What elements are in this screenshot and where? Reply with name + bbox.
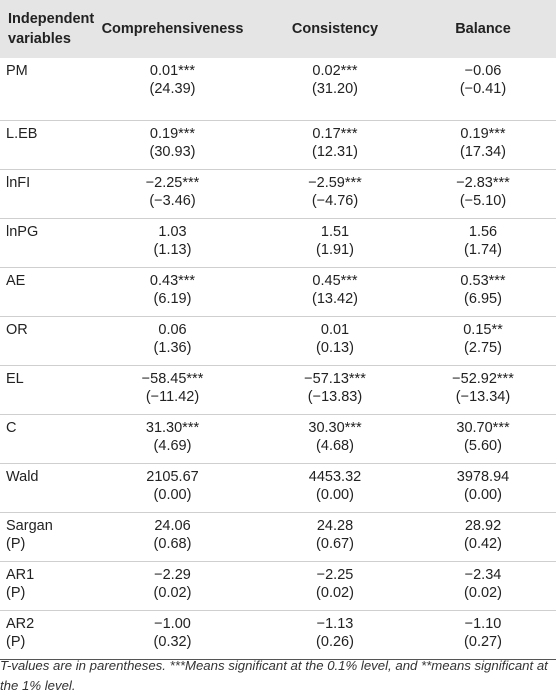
t-value: (−0.41) [459, 81, 507, 97]
coefficient: −2.29 [154, 567, 191, 583]
coefficient: 0.53*** [460, 273, 506, 289]
t-value: (0.00) [464, 487, 502, 503]
t-value: (4.68) [316, 438, 354, 454]
value-cell [410, 562, 556, 611]
table-row [0, 366, 556, 415]
t-value: (0.00) [316, 487, 354, 503]
value-cell [85, 513, 260, 562]
t-value: (5.60) [464, 438, 502, 454]
coefficient: −1.10 [464, 616, 502, 632]
coefficient: −58.45*** [141, 371, 204, 387]
t-value: (0.00) [153, 487, 192, 503]
table-row [0, 415, 556, 464]
coefficient: 0.01 [320, 322, 350, 338]
value-cell [410, 121, 556, 170]
t-value: (0.32) [153, 634, 192, 650]
header-balance: Balance [410, 0, 556, 58]
row-variable [0, 464, 85, 513]
variable-subtitle: (P) [6, 634, 26, 650]
value-cell [85, 464, 260, 513]
variable-name: L.EB [6, 126, 38, 142]
t-value: (31.20) [312, 81, 358, 97]
coefficient: −0.06 [464, 63, 502, 79]
table-body [0, 58, 556, 660]
variable-name: PM [6, 63, 28, 79]
coefficient: −52.92*** [452, 371, 514, 387]
t-value: (−5.10) [459, 193, 507, 209]
value-cell [410, 415, 556, 464]
t-value: (24.39) [149, 81, 196, 97]
t-value: (17.34) [460, 144, 506, 160]
coefficient: 0.01*** [149, 63, 196, 79]
coefficient: 24.06 [154, 518, 191, 534]
t-value: (12.31) [312, 144, 358, 160]
header-comprehensiveness: Comprehensiveness [85, 0, 260, 58]
table-row [0, 611, 556, 660]
variable-name: lnFI [6, 175, 31, 191]
coefficient: 4453.32 [308, 469, 362, 485]
coefficient: 30.70*** [456, 420, 510, 436]
t-value: (−13.34) [455, 389, 511, 405]
table-row [0, 562, 556, 611]
coefficient: 3978.94 [456, 469, 510, 485]
value-cell [410, 366, 556, 415]
t-value: (−4.76) [311, 193, 359, 209]
row-variable [0, 170, 85, 219]
coefficient: 0.19*** [460, 126, 506, 142]
variable-name: EL [6, 371, 24, 387]
t-value: (0.02) [153, 585, 192, 601]
table-header-row [0, 0, 556, 58]
row-variable [0, 317, 85, 366]
coefficient: 31.30*** [145, 420, 200, 436]
row-variable [0, 513, 85, 562]
value-cell [410, 219, 556, 268]
value-cell [410, 513, 556, 562]
t-value: (−3.46) [149, 193, 196, 209]
t-value: (0.13) [316, 340, 354, 356]
coefficient: −2.25 [316, 567, 354, 583]
value-cell [260, 513, 410, 562]
t-value: (−11.42) [145, 389, 200, 405]
variable-name: OR [6, 322, 28, 338]
t-value: (1.13) [153, 242, 192, 258]
header-consistency: Consistency [260, 0, 410, 58]
value-cell [85, 415, 260, 464]
header-independent-variables: Independent variables [0, 0, 85, 58]
value-cell [85, 317, 260, 366]
value-cell [260, 464, 410, 513]
t-value: (0.02) [464, 585, 502, 601]
value-cell [410, 170, 556, 219]
value-cell [260, 366, 410, 415]
t-value: (6.19) [153, 291, 192, 307]
value-cell [85, 562, 260, 611]
value-cell [260, 219, 410, 268]
value-cell [260, 170, 410, 219]
coefficient: 2105.67 [146, 469, 199, 485]
row-variable [0, 366, 85, 415]
value-cell [85, 219, 260, 268]
coefficient: −2.25*** [145, 175, 200, 191]
t-value: (30.93) [149, 144, 196, 160]
t-value: (1.74) [464, 242, 502, 258]
coefficient: −2.34 [464, 567, 502, 583]
value-cell [410, 464, 556, 513]
variable-name: AR1 [6, 567, 35, 583]
t-value: (0.02) [316, 585, 354, 601]
coefficient: 1.56 [468, 224, 498, 240]
coefficient: −2.59*** [308, 175, 362, 191]
coefficient: 0.45*** [312, 273, 358, 289]
value-cell [260, 415, 410, 464]
t-value: (−13.83) [307, 389, 363, 405]
value-cell [260, 611, 410, 660]
value-cell [85, 58, 260, 121]
value-cell [85, 366, 260, 415]
t-value: (0.26) [316, 634, 354, 650]
row-variable [0, 562, 85, 611]
table-row [0, 464, 556, 513]
t-value: (1.91) [316, 242, 354, 258]
value-cell [410, 268, 556, 317]
coefficient: 24.28 [316, 518, 354, 534]
coefficient: −1.13 [316, 616, 354, 632]
coefficient: 1.51 [320, 224, 350, 240]
table-row [0, 219, 556, 268]
coefficient: 0.43*** [149, 273, 196, 289]
table-footnote: T-values are in parentheses. ***Means significant at the 0.1% level, and **means significant at the 1% level. [0, 658, 548, 693]
t-value: (2.75) [464, 340, 502, 356]
variable-name: Wald [6, 469, 39, 485]
table-row [0, 513, 556, 562]
table-row [0, 58, 556, 121]
t-value: (0.67) [316, 536, 354, 552]
coefficient: −57.13*** [304, 371, 366, 387]
value-cell [410, 611, 556, 660]
coefficient: 0.15** [463, 322, 503, 338]
variable-name: Sargan [6, 518, 53, 534]
coefficient: 1.03 [158, 224, 187, 240]
value-cell [260, 121, 410, 170]
coefficient: 0.19*** [149, 126, 196, 142]
variable-name: AE [6, 273, 26, 289]
row-variable [0, 58, 85, 121]
value-cell [260, 268, 410, 317]
value-cell [410, 58, 556, 121]
table-row [0, 170, 556, 219]
variable-name: lnPG [6, 224, 39, 240]
value-cell [85, 170, 260, 219]
coefficient: 0.17*** [312, 126, 358, 142]
coefficient: −1.00 [154, 616, 191, 632]
table-row [0, 268, 556, 317]
value-cell [85, 611, 260, 660]
coefficient: 28.92 [464, 518, 502, 534]
variable-name: C [6, 420, 17, 436]
coefficient: 0.06 [158, 322, 187, 338]
value-cell [85, 121, 260, 170]
coefficient: 30.30*** [308, 420, 362, 436]
t-value: (0.27) [464, 634, 502, 650]
value-cell [410, 317, 556, 366]
coefficient: −2.83*** [456, 175, 510, 191]
value-cell [260, 562, 410, 611]
variable-subtitle: (P) [6, 536, 26, 552]
row-variable [0, 611, 85, 660]
t-value: (6.95) [464, 291, 502, 307]
t-value: (0.68) [153, 536, 192, 552]
variable-subtitle: (P) [6, 585, 26, 601]
row-variable [0, 268, 85, 317]
variable-name: AR2 [6, 616, 35, 632]
t-value: (1.36) [153, 340, 192, 356]
coefficient: 0.02*** [312, 63, 358, 79]
table-row [0, 317, 556, 366]
row-variable [0, 121, 85, 170]
t-value: (4.69) [153, 438, 192, 454]
value-cell [85, 268, 260, 317]
t-value: (13.42) [312, 291, 358, 307]
t-value: (0.42) [464, 536, 502, 552]
value-cell [260, 317, 410, 366]
row-variable [0, 219, 85, 268]
table-row [0, 121, 556, 170]
value-cell [260, 58, 410, 121]
row-variable [0, 415, 85, 464]
